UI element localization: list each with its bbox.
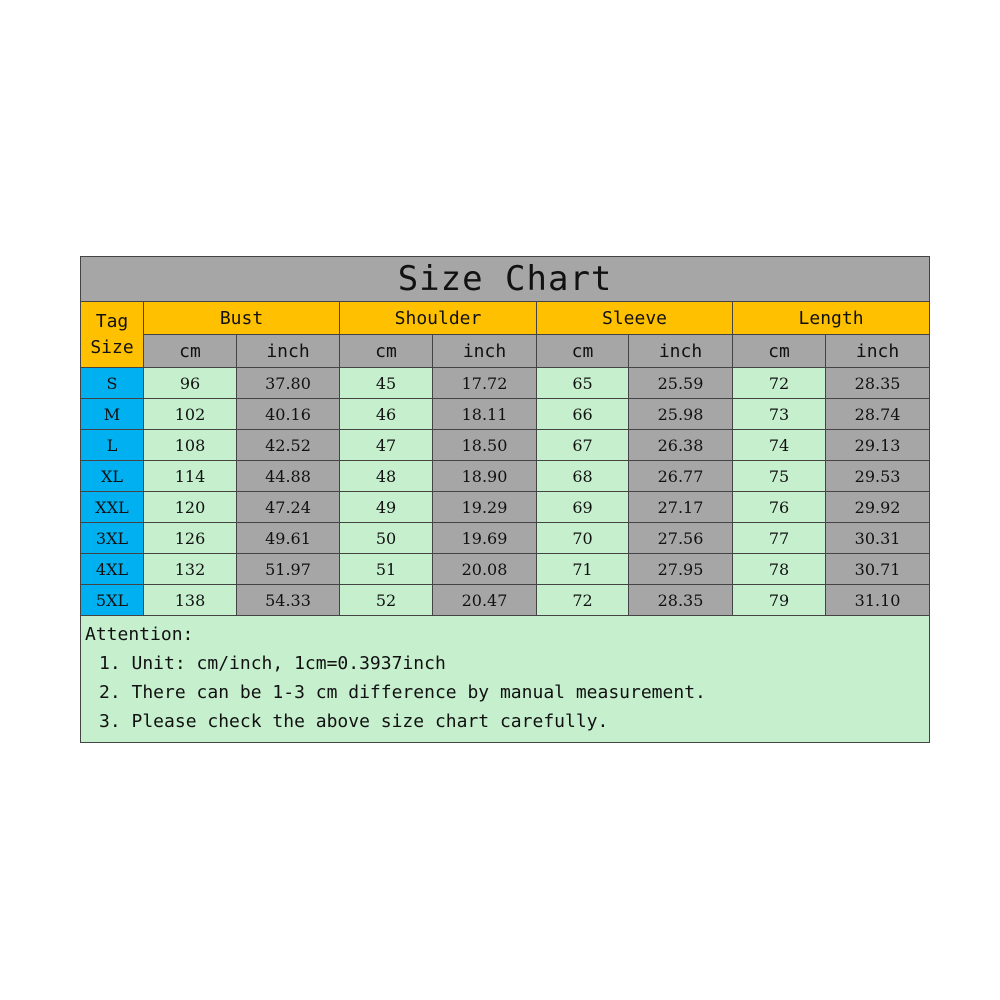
cm-value-cell: 51	[340, 554, 433, 585]
inch-value-cell: 26.77	[629, 461, 733, 492]
inch-value-cell: 31.10	[826, 585, 930, 616]
inch-value-cell: 19.29	[433, 492, 537, 523]
cm-value-cell: 102	[144, 399, 237, 430]
inch-value-cell: 47.24	[237, 492, 340, 523]
cm-value-cell: 74	[733, 430, 826, 461]
table-row	[81, 430, 930, 461]
inch-value-cell: 25.59	[629, 368, 733, 399]
cm-value-cell: 48	[340, 461, 433, 492]
tag-label: Tag	[95, 310, 129, 332]
unit-header-inch: inch	[433, 335, 537, 368]
cm-value-cell: 75	[733, 461, 826, 492]
size-cell: L	[81, 430, 144, 461]
cm-value-cell: 132	[144, 554, 237, 585]
cm-value-cell: 71	[537, 554, 629, 585]
inch-value-cell: 30.31	[826, 523, 930, 554]
cm-value-cell: 120	[144, 492, 237, 523]
inch-value-cell: 49.61	[237, 523, 340, 554]
cm-value-cell: 78	[733, 554, 826, 585]
cm-value-cell: 114	[144, 461, 237, 492]
cm-value-cell: 47	[340, 430, 433, 461]
inch-value-cell: 20.08	[433, 554, 537, 585]
inch-value-cell: 27.95	[629, 554, 733, 585]
cm-value-cell: 50	[340, 523, 433, 554]
cm-value-cell: 66	[537, 399, 629, 430]
inch-value-cell: 27.56	[629, 523, 733, 554]
cm-value-cell: 49	[340, 492, 433, 523]
cm-value-cell: 79	[733, 585, 826, 616]
attention-item: 2. There can be 1-3 cm difference by manual measurement.	[99, 682, 706, 703]
cm-value-cell: 76	[733, 492, 826, 523]
group-header-sleeve: Sleeve	[537, 302, 733, 335]
size-cell: XL	[81, 461, 144, 492]
size-cell: M	[81, 399, 144, 430]
chart-title: Size Chart	[81, 257, 930, 302]
table-row	[81, 399, 930, 430]
attention-item: 3. Please check the above size chart carefully.	[99, 711, 609, 732]
inch-value-cell: 44.88	[237, 461, 340, 492]
unit-header-cm: cm	[537, 335, 629, 368]
cm-value-cell: 72	[537, 585, 629, 616]
unit-header-inch: inch	[237, 335, 340, 368]
inch-value-cell: 51.97	[237, 554, 340, 585]
unit-header-inch: inch	[629, 335, 733, 368]
group-header-bust: Bust	[144, 302, 340, 335]
size-label: Size	[90, 336, 134, 358]
unit-header-cm: cm	[733, 335, 826, 368]
inch-value-cell: 28.35	[629, 585, 733, 616]
attention-heading: Attention:	[85, 624, 194, 645]
cm-value-cell: 108	[144, 430, 237, 461]
inch-value-cell: 29.13	[826, 430, 930, 461]
table-row	[81, 368, 930, 399]
inch-value-cell: 37.80	[237, 368, 340, 399]
inch-value-cell: 17.72	[433, 368, 537, 399]
inch-value-cell: 18.50	[433, 430, 537, 461]
inch-value-cell: 25.98	[629, 399, 733, 430]
inch-value-cell: 54.33	[237, 585, 340, 616]
inch-value-cell: 19.69	[433, 523, 537, 554]
inch-value-cell: 40.16	[237, 399, 340, 430]
inch-value-cell: 28.35	[826, 368, 930, 399]
cm-value-cell: 68	[537, 461, 629, 492]
attention-item: 1. Unit: cm/inch, 1cm=0.3937inch	[99, 653, 446, 674]
unit-header-inch: inch	[826, 335, 930, 368]
unit-header-cm: cm	[340, 335, 433, 368]
inch-value-cell: 28.74	[826, 399, 930, 430]
table-row	[81, 523, 930, 554]
cm-value-cell: 46	[340, 399, 433, 430]
cm-value-cell: 72	[733, 368, 826, 399]
cm-value-cell: 73	[733, 399, 826, 430]
inch-value-cell: 20.47	[433, 585, 537, 616]
cm-value-cell: 65	[537, 368, 629, 399]
inch-value-cell: 18.11	[433, 399, 537, 430]
cm-value-cell: 126	[144, 523, 237, 554]
group-header-shoulder: Shoulder	[340, 302, 537, 335]
size-cell: XXL	[81, 492, 144, 523]
unit-header-cm: cm	[144, 335, 237, 368]
cm-value-cell: 77	[733, 523, 826, 554]
cm-value-cell: 70	[537, 523, 629, 554]
cm-value-cell: 45	[340, 368, 433, 399]
attention-notes	[81, 616, 930, 743]
inch-value-cell: 30.71	[826, 554, 930, 585]
inch-value-cell: 26.38	[629, 430, 733, 461]
inch-value-cell: 29.92	[826, 492, 930, 523]
inch-value-cell: 42.52	[237, 430, 340, 461]
table-row	[81, 554, 930, 585]
size-cell: S	[81, 368, 144, 399]
table-row	[81, 585, 930, 616]
tag-size-header	[81, 302, 144, 368]
size-chart-table	[80, 256, 930, 743]
size-cell: 5XL	[81, 585, 144, 616]
group-header-length: Length	[733, 302, 930, 335]
cm-value-cell: 69	[537, 492, 629, 523]
inch-value-cell: 29.53	[826, 461, 930, 492]
size-cell: 3XL	[81, 523, 144, 554]
table-row	[81, 492, 930, 523]
cm-value-cell: 67	[537, 430, 629, 461]
cm-value-cell: 52	[340, 585, 433, 616]
inch-value-cell: 27.17	[629, 492, 733, 523]
cm-value-cell: 138	[144, 585, 237, 616]
cm-value-cell: 96	[144, 368, 237, 399]
table-row	[81, 461, 930, 492]
inch-value-cell: 18.90	[433, 461, 537, 492]
size-cell: 4XL	[81, 554, 144, 585]
